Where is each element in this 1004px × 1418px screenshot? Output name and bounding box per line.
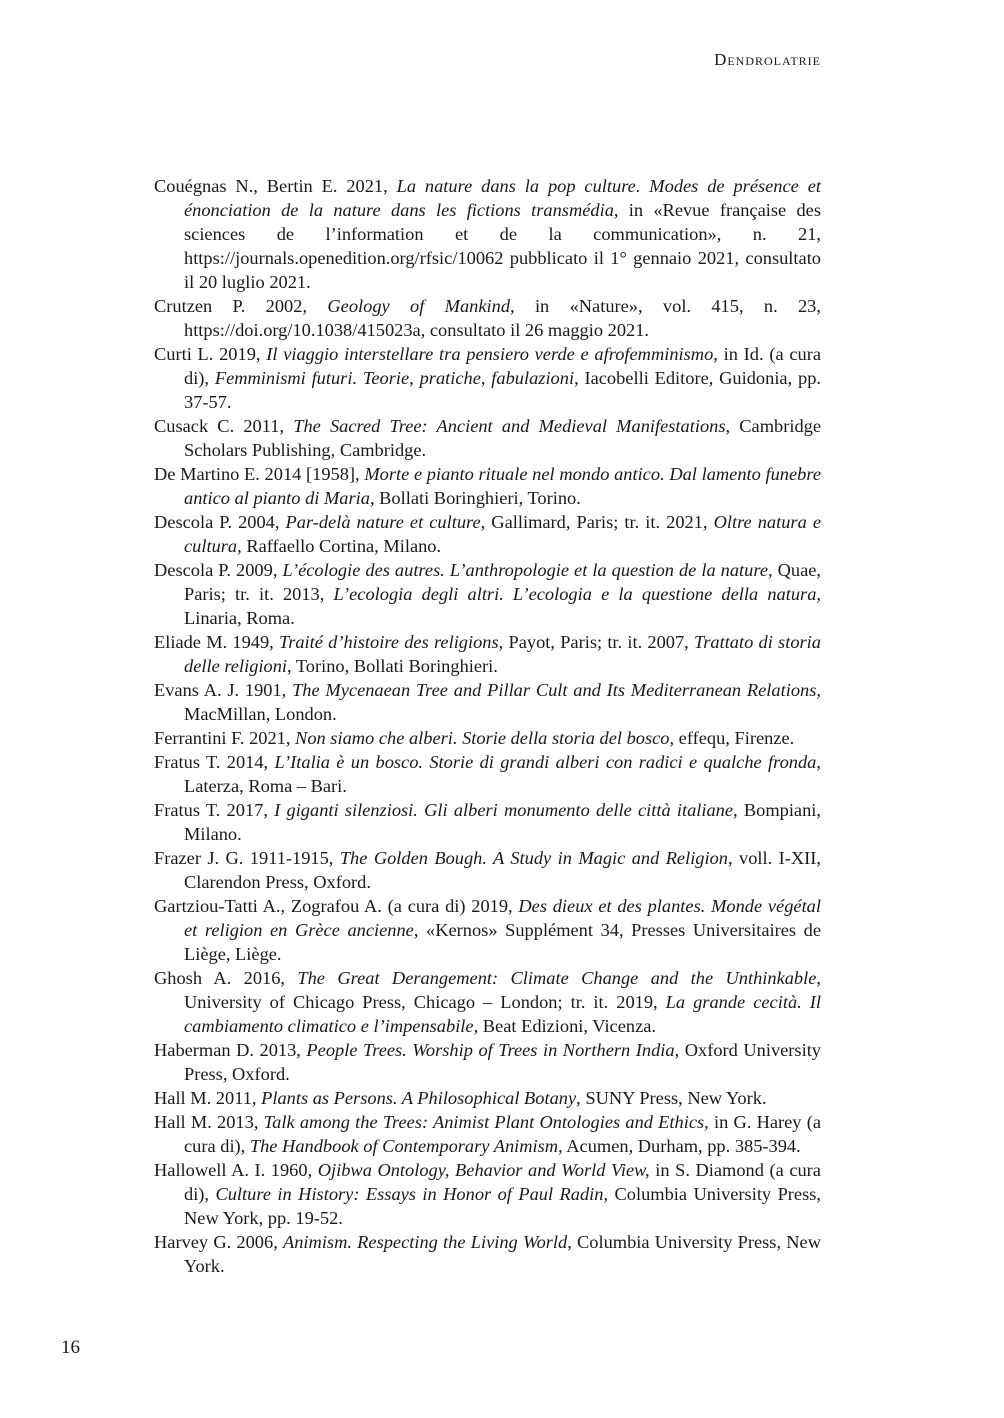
entry-title: Par-delà nature et culture	[285, 512, 481, 532]
bibliography-entry	[154, 798, 821, 846]
entry-text: , voll. I-XII, Clarendon Press, Oxford.	[184, 848, 822, 892]
entry-title: Morte e pianto rituale nel mondo antico. Dal lamento funebre antico al pianto di Maria	[184, 464, 822, 508]
entry-text: Hall M. 2011,	[154, 1088, 262, 1108]
bibliography-entry	[154, 1110, 821, 1158]
entry-title: Culture in History: Essays in Honor of Paul Radin	[215, 1184, 604, 1204]
entry-text: Couégnas N., Bertin E. 2021,	[154, 176, 397, 196]
entry-text: , Iacobelli Editore, Guidonia, pp. 37-57.	[184, 368, 821, 412]
entry-text: , Bollati Boringhieri, Torino.	[369, 488, 581, 508]
entry-text: Linaria, Roma.	[184, 608, 295, 628]
entry-text: in S. Diamond (a cura di),	[184, 1160, 821, 1204]
bibliography-entry	[154, 1230, 821, 1278]
entry-title: The Sacred Tree: Ancient and Medieval Manifestations	[293, 416, 726, 436]
entry-text: , Columbia University Press, New York.	[184, 1232, 821, 1276]
entry-text: MacMillan, London.	[184, 704, 337, 724]
bibliography-entry	[154, 558, 821, 630]
entry-text: , Torino, Bollati Boringhieri.	[287, 656, 498, 676]
entry-text: Hallowell A. I. 1960,	[154, 1160, 318, 1180]
entry-text: , Beat Edizioni, Vicenza.	[473, 1016, 656, 1036]
entry-title: Plants as Persons. A Philosophical Botany	[261, 1088, 577, 1108]
entry-text: Evans A. J. 1901,	[154, 680, 293, 700]
bibliography-entry	[154, 414, 821, 462]
bibliography-entry	[154, 462, 821, 510]
entry-title: Il viaggio interstellare tra pensiero verde e afrofemminismo	[266, 344, 714, 364]
entry-text: in G. Harey (a cura di),	[184, 1112, 821, 1156]
bibliography-entry	[154, 1086, 821, 1110]
entry-title: L’Italia è un bosco. Storie di grandi alberi con radici e qualche fronda	[274, 752, 817, 772]
entry-title: The Golden Bough. A Study in Magic and Religion	[339, 848, 729, 868]
bibliography-entry	[154, 750, 821, 798]
entry-text: , in Id. (a cura di),	[184, 344, 821, 388]
entry-text: Gartziou-Tatti A., Zografou A. (a cura di) 2019,	[154, 896, 519, 916]
bibliography-entry	[154, 846, 821, 894]
entry-text: Haberman D. 2013,	[154, 1040, 307, 1060]
entry-text: Frazer J. G. 1911-1915,	[154, 848, 340, 868]
entry-text: , «Kernos» Supplément 34, Presses Universitaires de Liège, Liège.	[184, 920, 821, 964]
entry-text: , Cambridge Scholars Publishing, Cambridge.	[184, 416, 821, 460]
entry-title: Talk among the Trees: Animist Plant Ontologies and Ethics,	[263, 1112, 709, 1132]
entry-title: The Mycenaean Tree and Pillar Cult and Its Mediterranean Relations,	[292, 680, 821, 700]
entry-title: Non siamo che alberi. Storie della storia del bosco	[295, 728, 670, 748]
bibliography-entry	[154, 630, 821, 678]
entry-text: Curti L. 2019,	[154, 344, 267, 364]
entry-text: De Martino E. 2014 [1958],	[154, 464, 365, 484]
entry-title: Ojibwa Ontology, Behavior and World View,	[317, 1160, 650, 1180]
entry-title: Traité d’histoire des religions,	[278, 632, 504, 652]
entry-text: Quae, Paris; tr. it. 2013,	[184, 560, 822, 604]
entry-title: Des dieux et des plantes. Monde végétal et religion en Grèce ancienne	[184, 896, 821, 940]
entry-text: Cusack C. 2011,	[154, 416, 294, 436]
entry-text: Hall M. 2013,	[154, 1112, 264, 1132]
entry-text: Raffaello Cortina, Milano.	[241, 536, 442, 556]
entry-text: , in «Revue française des sciences de l’information et de la communication», n. 21, https://journals.openedition.org/rfsic/10062 pubblicato il 1° gennaio 2021, consultato il 20 luglio 2021.	[184, 200, 821, 292]
entry-title: Geology of Mankind	[327, 296, 511, 316]
entry-text: Eliade M. 1949,	[154, 632, 279, 652]
bibliography-entry	[154, 174, 821, 294]
entry-text: Fratus T. 2017,	[154, 800, 275, 820]
entry-text: Ghosh A. 2016,	[154, 968, 298, 988]
entry-title: I giganti silenziosi. Gli alberi monumento delle città italiane,	[274, 800, 738, 820]
bibliography-entry	[154, 966, 821, 1038]
entry-title: The Handbook of Contemporary Animism	[249, 1136, 559, 1156]
bibliography-entry	[154, 294, 821, 342]
entry-text: , University of Chicago Press, Chicago – London; tr. it. 2019,	[184, 968, 822, 1012]
entry-text: Harvey G. 2006,	[154, 1232, 283, 1252]
entry-text: Fratus T. 2014,	[154, 752, 275, 772]
entry-text: , SUNY Press, New York.	[576, 1088, 767, 1108]
entry-title: L’ecologia degli altri. L’ecologia e la questione della natura,	[333, 584, 821, 604]
entry-text: Crutzen P. 2002,	[154, 296, 328, 316]
entry-text: Descola P. 2004,	[154, 512, 286, 532]
entry-title: La grande cecità. Il cambiamento climatico e l’impensabile	[184, 992, 821, 1036]
entry-text: Descola P. 2009,	[154, 560, 283, 580]
entry-text: Ferrantini F. 2021,	[154, 728, 296, 748]
entry-text: , Laterza, Roma – Bari.	[184, 752, 821, 796]
entry-title: L’écologie des autres. L’anthropologie et la question de la nature,	[282, 560, 773, 580]
bibliography-list	[154, 174, 821, 1278]
entry-text: , in «Nature», vol. 415, n. 23, https://doi.org/10.1038/415023a, consultato il 26 maggio 2021.	[184, 296, 821, 340]
bibliography-entry	[154, 1038, 821, 1086]
entry-text: , Oxford University Press, Oxford.	[184, 1040, 821, 1084]
entry-title: La nature dans la pop culture. Modes de présence et énonciation de la nature dans les fictions transmédia	[184, 176, 821, 220]
page-number: 16	[61, 1337, 80, 1358]
entry-text: , effequ, Firenze.	[669, 728, 795, 748]
entry-title: People Trees. Worship of Trees in Northern India	[306, 1040, 675, 1060]
entry-title: Trattato di storia delle religioni	[184, 632, 821, 676]
entry-text: Payot, Paris; tr. it. 2007,	[503, 632, 695, 652]
entry-title: The Great Derangement: Climate Change and the Unthinkable	[297, 968, 817, 988]
bibliography-entry	[154, 342, 821, 414]
entry-text: Bompiani, Milano.	[184, 800, 821, 844]
bibliography-entry	[154, 678, 821, 726]
entry-text: , Gallimard, Paris; tr. it. 2021,	[480, 512, 714, 532]
entry-title: Femminismi futuri. Teorie, pratiche, fabulazioni	[214, 368, 575, 388]
entry-title: Animism. Respecting the Living World	[283, 1232, 568, 1252]
entry-title: Oltre natura e cultura,	[184, 512, 821, 556]
bibliography-entry	[154, 510, 821, 558]
bibliography-entry	[154, 726, 821, 750]
bibliography-entry	[154, 894, 821, 966]
entry-text: , Columbia University Press, New York, pp. 19-52.	[184, 1184, 821, 1228]
entry-text: , Acumen, Durham, pp. 385-394.	[558, 1136, 801, 1156]
bibliography-entry	[154, 1158, 821, 1230]
running-head: Dendrolatrie	[714, 50, 821, 69]
